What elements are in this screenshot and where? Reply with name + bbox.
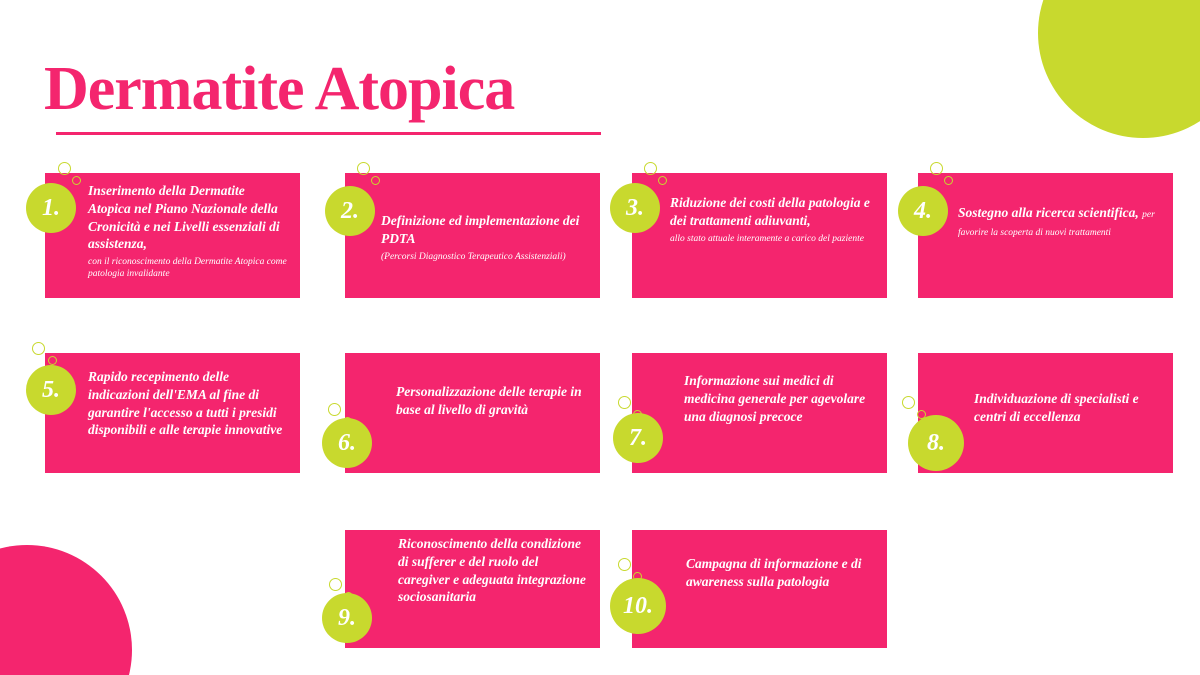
bubble-icon (930, 162, 943, 175)
list-item-main: Inserimento della Dermatite Atopica nel Piano Nazionale della Cronicità e nei Livelli essenziali di assistenza, (88, 183, 280, 252)
bubble-icon (329, 578, 342, 591)
list-item-main: Riconoscimento della condizione di sufferer e del ruolo del caregiver e adeguata integrazione sociosanitaria (398, 536, 586, 605)
list-item-sub: allo stato attuale interamente a carico del paziente (670, 233, 864, 244)
bubble-icon (658, 176, 667, 185)
bubble-icon (72, 176, 81, 185)
page-title-container (44, 55, 744, 123)
item-number-badge: 9. (322, 593, 372, 643)
list-item-text (396, 383, 596, 419)
bubble-icon (618, 558, 631, 571)
decorative-green-circle (1038, 0, 1200, 138)
item-number-badge: 8. (908, 415, 964, 471)
list-item-main: Individuazione di specialisti e centri di eccellenza (974, 391, 1139, 424)
bubble-icon (902, 396, 915, 409)
list-item-text (686, 555, 881, 591)
list-item-text (88, 368, 288, 439)
item-number-badge: 4. (898, 186, 948, 236)
list-item-text (398, 535, 593, 606)
list-item-main: Campagna di informazione e di awareness sulla patologia (686, 556, 862, 589)
title-underline (56, 132, 601, 135)
bubble-icon (944, 176, 953, 185)
bubble-icon (371, 176, 380, 185)
page-title: Dermatite Atopica (44, 55, 515, 123)
list-item-main: Informazione sui medici di medicina generale per agevolare una diagnosi precoce (684, 373, 866, 424)
list-item-text (381, 212, 586, 263)
list-item-text (684, 372, 884, 425)
list-item-main: Personalizzazione delle terapie in base al livello di gravità (396, 384, 582, 417)
list-item-main: Riduzione dei costi della patologia e dei trattamenti adiuvanti, (670, 195, 870, 228)
list-item-text (670, 194, 870, 245)
bubble-icon (357, 162, 370, 175)
list-item-text (88, 182, 288, 281)
list-item-main: Definizione ed implementazione dei PDTA (381, 213, 580, 246)
list-item-sub: per favorire la scoperta di nuovi trattamenti (958, 210, 1155, 238)
bubble-icon (618, 396, 631, 409)
bubble-icon (644, 162, 657, 175)
list-item-sub: con il riconoscimento della Dermatite Atopica come patologia invalidante (88, 257, 287, 280)
bubble-icon (32, 342, 45, 355)
item-number-badge: 2. (325, 186, 375, 236)
bubble-icon (328, 403, 341, 416)
list-item-main: Rapido recepimento delle indicazioni dell'EMA al fine di garantire l'accesso a tutti i presidi disponibili e alle terapie innovative (88, 369, 283, 438)
decorative-pink-circle (0, 545, 132, 675)
list-item-main: Sostegno alla ricerca scientifica, (958, 205, 1139, 220)
bubble-icon (48, 356, 57, 365)
bubble-icon (58, 162, 71, 175)
item-number-badge: 6. (322, 418, 372, 468)
item-number-badge: 10. (610, 578, 666, 634)
list-item-text (974, 390, 1169, 426)
list-item-sub: (Percorsi Diagnostico Terapeutico Assistenziali) (381, 251, 566, 262)
item-number-badge: 5. (26, 365, 76, 415)
item-number-badge: 7. (613, 413, 663, 463)
item-number-badge: 1. (26, 183, 76, 233)
list-item-text (958, 204, 1158, 240)
item-number-badge: 3. (610, 183, 660, 233)
